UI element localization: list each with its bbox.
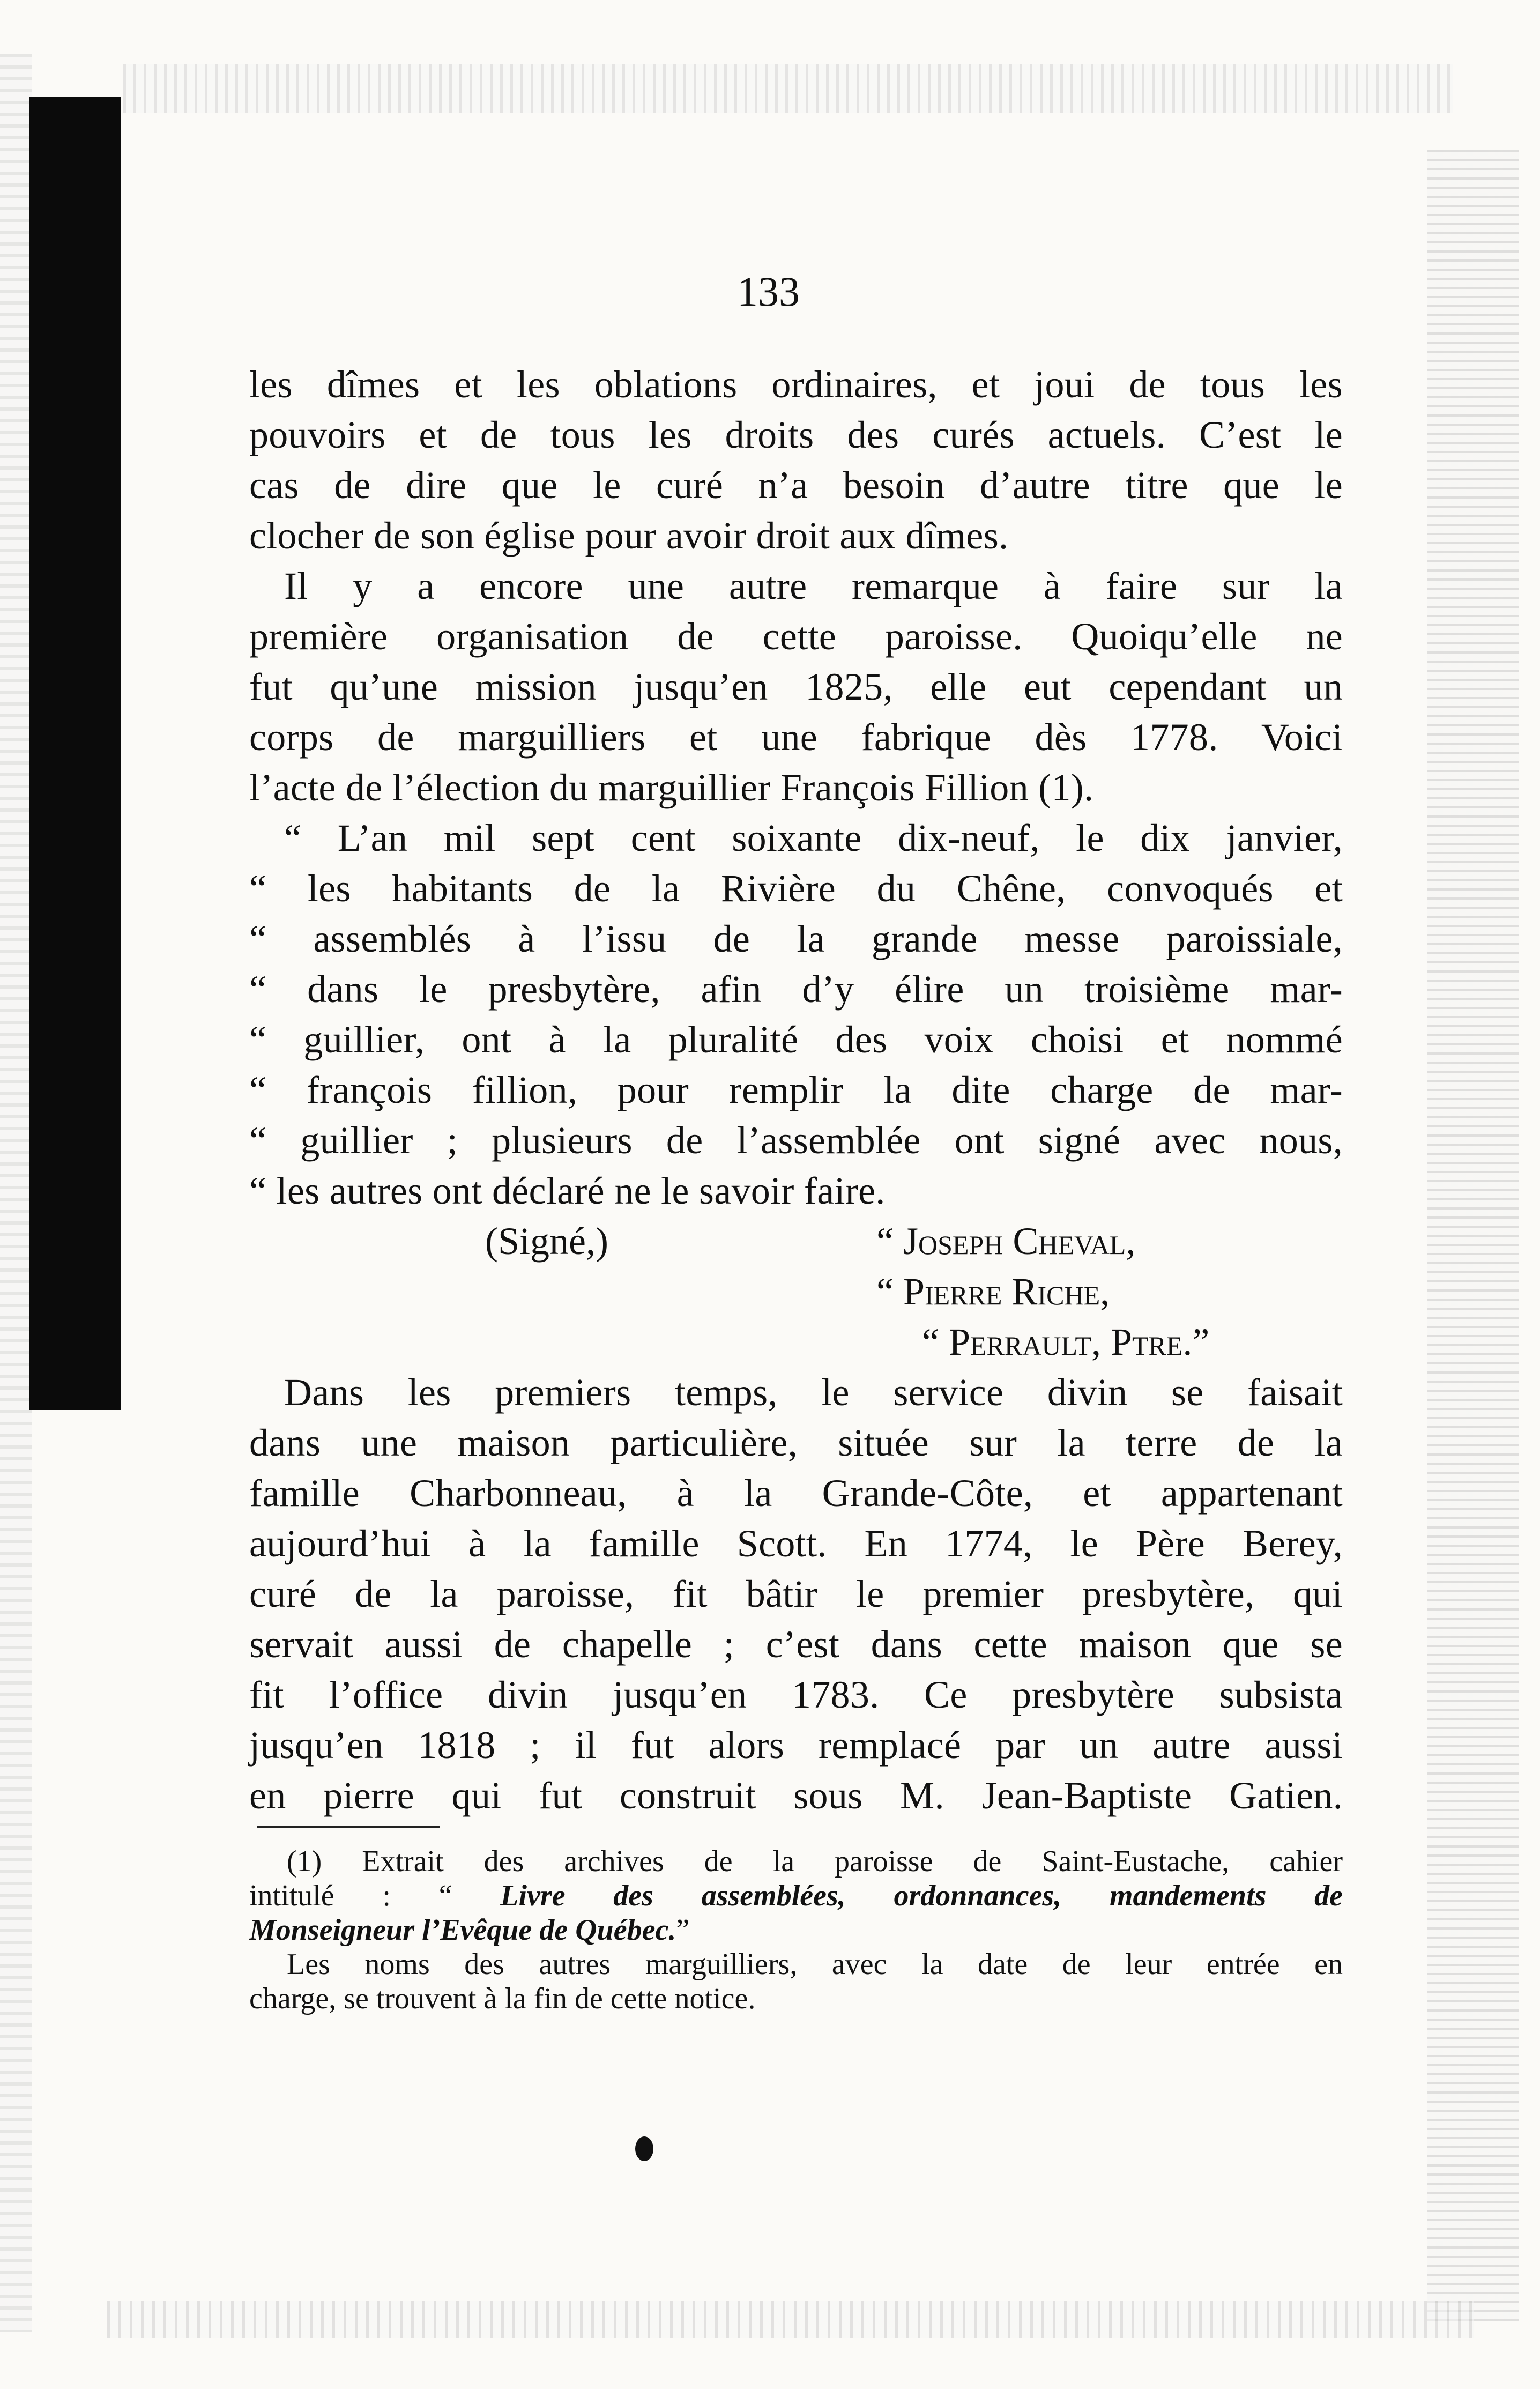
scan-edge-left — [0, 54, 32, 2332]
body-line: pouvoirs et de tous les droits des curés actuels. C’est le — [249, 413, 1343, 456]
footnote-line: charge, se trouvent à la fin de cette notice. — [249, 1982, 756, 2015]
signature-row — [249, 1216, 1343, 1266]
body-line: dans une maison particulière, située sur la terre de la — [249, 1421, 1343, 1464]
page-number: 133 — [737, 268, 800, 315]
quote-line: “ guillier ; plusieurs de l’assemblée ont signé avec nous, — [249, 1119, 1343, 1162]
signature-row — [249, 1266, 1343, 1317]
footnote-title: Livre des assemblées, ordonnances, mandements de — [500, 1879, 1343, 1912]
footnote-text: intitulé : “ — [249, 1879, 452, 1912]
quote-line: “ L’an mil sept cent soixante dix-neuf, le dix janvier, — [284, 817, 1343, 859]
quote-line: “ les habitants de la Rivière du Chêne, convoqués et — [249, 867, 1343, 910]
signatory-name: “ Pierre Riche, — [876, 1270, 1110, 1313]
body-line: les dîmes et les oblations ordinaires, et joui de tous les — [249, 363, 1343, 406]
body-line: fit l’office divin jusqu’en 1783. Ce presbytère subsista — [249, 1673, 1343, 1716]
quote-line: “ dans le presbytère, afin d’y élire un troisième mar- — [249, 968, 1343, 1011]
body-line: clocher de son église pour avoir droit aux dîmes. — [249, 514, 1009, 557]
quote-line: “ françois fillion, pour remplir la dite charge de mar- — [249, 1069, 1343, 1111]
footnote-text: ” — [676, 1913, 690, 1947]
scan-edge-bottom — [107, 2301, 1474, 2338]
footnote-line — [249, 1913, 1343, 1947]
body-line: jusqu’en 1818 ; il fut alors remplacé par un autre aussi — [249, 1724, 1343, 1767]
body-line: première organisation de cette paroisse. Quoiqu’elle ne — [249, 615, 1343, 658]
signatory-name: “ Joseph Cheval, — [876, 1220, 1136, 1263]
body-text — [249, 359, 1343, 1821]
body-line: en pierre qui fut construit sous M. Jean-Baptiste Gatien. — [249, 1774, 1343, 1817]
ink-blot — [635, 2136, 653, 2161]
quote-line: “ guillier, ont à la pluralité des voix choisi et nommé — [249, 1018, 1343, 1061]
body-line: Dans les premiers temps, le service divin se faisait — [284, 1371, 1343, 1414]
body-line: aujourd’hui à la famille Scott. En 1774, le Père Berey, — [249, 1522, 1343, 1565]
body-line: cas de dire que le curé n’a besoin d’autre titre que le — [249, 464, 1343, 507]
footnote-title: Monseigneur l’Evêque de Québec. — [249, 1913, 676, 1947]
quote-line: “ les autres ont déclaré ne le savoir faire. — [249, 1169, 886, 1212]
scan-edge-right — [1427, 150, 1519, 2321]
body-line: fut qu’une mission jusqu’en 1825, elle eut cependant un — [249, 665, 1343, 708]
footnote-line — [249, 1879, 1343, 1913]
footnotes — [249, 1844, 1343, 2016]
signatory-name: “ Perrault, Ptre.” — [922, 1320, 1210, 1363]
body-line: Il y a encore une autre remarque à faire sur la — [284, 565, 1343, 607]
body-line: l’acte de l’élection du marguillier François Fillion (1). — [249, 766, 1094, 809]
body-line: famille Charbonneau, à la Grande-Côte, et appartenant — [249, 1472, 1343, 1515]
signature-label: (Signé,) — [485, 1220, 608, 1263]
body-line: corps de marguilliers et une fabrique dès 1778. Voici — [249, 716, 1343, 759]
body-line: curé de la paroisse, fit bâtir le premier presbytère, qui — [249, 1572, 1343, 1615]
scan-edge-top — [123, 64, 1453, 113]
signature-row — [249, 1317, 1343, 1367]
quote-line: “ assemblés à l’issu de la grande messe paroissiale, — [249, 917, 1343, 960]
scan-binding-shadow — [29, 97, 121, 1410]
footnote-line: Les noms des autres marguilliers, avec la date de leur entrée en — [287, 1948, 1343, 1981]
footnote-rule — [257, 1826, 440, 1828]
footnote-line: (1) Extrait des archives de la paroisse de Saint-Eustache, cahier — [287, 1845, 1343, 1878]
body-line: servait aussi de chapelle ; c’est dans cette maison que se — [249, 1623, 1343, 1666]
